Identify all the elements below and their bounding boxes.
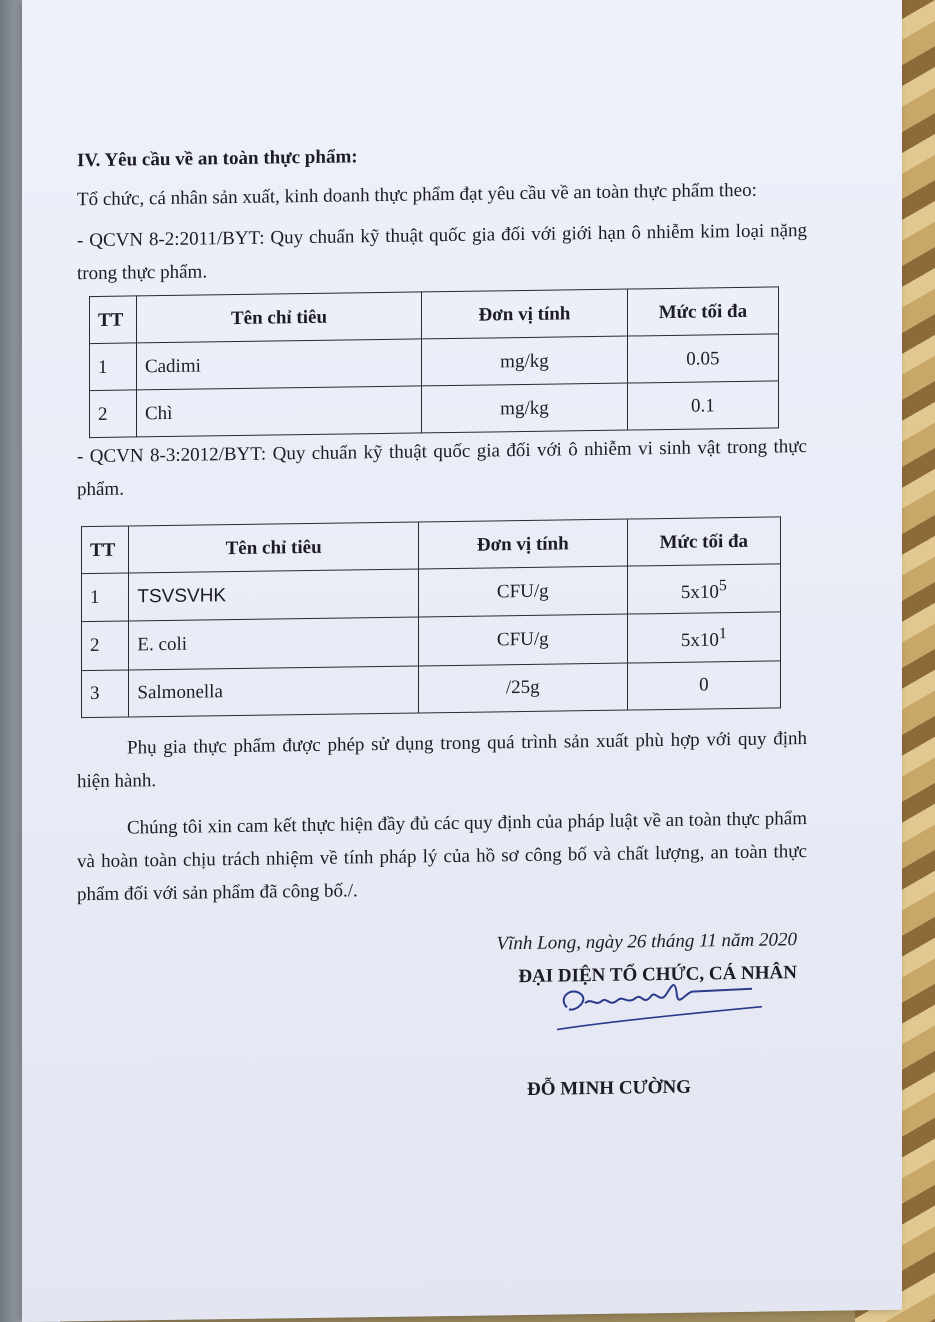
- cell-unit: /25g: [418, 663, 627, 713]
- cell-max: 0.1: [627, 381, 778, 430]
- cell-max: [627, 564, 780, 614]
- cell-unit: CFU/g: [418, 566, 627, 617]
- intro-paragraph: Tổ chức, cá nhân sản xuất, kinh doanh thực phẩm đạt yêu cầu về an toàn thực phẩm theo:: [77, 179, 757, 211]
- cell-name: TSVSVHK: [129, 569, 418, 621]
- cell-unit: CFU/g: [418, 614, 627, 665]
- place-date: Vĩnh Long, ngày 26 tháng 11 năm 2020: [496, 928, 797, 955]
- col-max: Mức tối đa: [627, 287, 778, 336]
- col-unit: Đơn vị tính: [418, 519, 627, 569]
- col-max: Mức tối đa: [627, 517, 780, 566]
- max-exponent: 5: [718, 577, 727, 595]
- table-row: [82, 661, 781, 718]
- cell-max: 0: [627, 661, 780, 710]
- cell-max: 0.05: [627, 334, 778, 383]
- cell-name: Salmonella: [129, 666, 418, 717]
- representative-title: ĐẠI DIỆN TỔ CHỨC, CÁ NHÂN: [518, 961, 797, 987]
- cell-tt: 2: [90, 390, 137, 438]
- commitment-paragraph: Chúng tôi xin cam kết thực hiện đầy đủ các quy định của pháp luật về an toàn thực phẩm và hoàn toàn chịu trách nhiệm về tính pháp lý của hồ sơ công bố và chất lượng, an toàn thực phẩm đối với sản phẩm đã công bố./.: [77, 807, 807, 905]
- handwritten-signature: [547, 964, 777, 1037]
- cell-tt: 3: [82, 670, 129, 718]
- cell-name: Cadimi: [136, 339, 421, 390]
- cell-unit: mg/kg: [422, 383, 628, 433]
- max-exponent: 1: [718, 625, 727, 643]
- col-name: Tên chỉ tiêu: [136, 292, 421, 343]
- col-name: Tên chỉ tiêu: [129, 522, 418, 573]
- section-heading: IV. Yêu cầu về an toàn thực phẩm:: [77, 146, 358, 172]
- cell-max: [627, 612, 780, 662]
- cell-tt: 1: [82, 573, 129, 622]
- heavy-metals-table: [89, 286, 779, 438]
- document-page: [22, 0, 902, 1322]
- signer-name: ĐỖ MINH CƯỜNG: [527, 1076, 691, 1100]
- cell-name: Chì: [136, 386, 421, 437]
- max-base: 5x10: [680, 581, 719, 604]
- col-unit: Đơn vị tính: [422, 289, 628, 339]
- microbial-table: [81, 516, 781, 717]
- cell-tt: 2: [82, 621, 129, 670]
- col-tt: TT: [90, 296, 137, 344]
- cell-unit: mg/kg: [422, 336, 628, 386]
- cell-tt: 1: [90, 343, 137, 391]
- max-base: 5x10: [680, 629, 719, 652]
- cell-name: E. coli: [129, 617, 418, 669]
- standard-heavy-metals: - QCVN 8-2:2011/BYT: Quy chuẩn kỹ thuật quốc gia đối với giới hạn ô nhiễm kim loại nặng trong thực phẩm.: [77, 220, 807, 285]
- col-tt: TT: [82, 526, 129, 574]
- page-content: [77, 134, 807, 1100]
- additives-paragraph: Phụ gia thực phẩm được phép sử dụng trong quá trình sản xuất phù hợp với quy định hiện hành.: [77, 727, 807, 792]
- table-row: [90, 381, 779, 438]
- standard-microbial: - QCVN 8-3:2012/BYT: Quy chuẩn kỹ thuật quốc gia đối với ô nhiễm vi sinh vật trong thực phẩm.: [77, 436, 807, 501]
